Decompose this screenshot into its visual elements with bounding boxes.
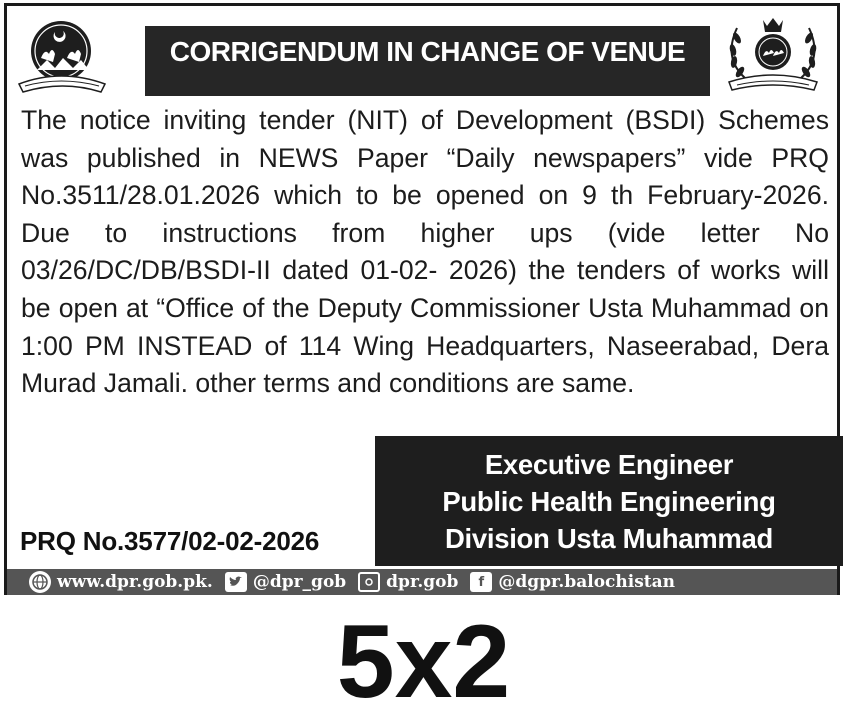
social-twitter[interactable]	[225, 572, 346, 592]
signatory-division: Division Usta Muhammad	[444, 523, 774, 554]
social-instagram[interactable]	[358, 572, 458, 592]
twitter-handle: @dpr_gob	[252, 572, 347, 592]
balochistan-emblem-logo	[15, 18, 111, 96]
facebook-handle: @dgpr.balochistan	[498, 572, 676, 592]
page-title: CORRIGENDUM IN CHANGE OF VENUE	[169, 36, 686, 67]
social-website[interactable]	[29, 571, 213, 593]
signature-block	[375, 436, 843, 566]
prq-number: PRQ No.3577/02-02-2026	[20, 526, 320, 556]
notice-box	[4, 3, 840, 595]
website-text: www.dpr.gob.pk.	[57, 572, 213, 592]
facebook-icon: f	[470, 572, 492, 592]
globe-icon	[29, 571, 51, 593]
signatory-department: Public Health Engineering	[442, 486, 776, 517]
instagram-icon	[358, 572, 380, 592]
title-banner	[145, 26, 710, 96]
instagram-handle: dpr.gob	[386, 572, 459, 592]
notice-body: The notice inviting tender (NIT) of Development (BSDI) Schemes was published in NEWS Paper “Daily newspapers” vide PRQ No.3511/28.01.2026 which to be opened on 9 th February-2026. Due to instructions from higher ups (vide letter No 03/26/DC/DB/BSDI-II dated 01-02- 2026) the tenders of works will be open at “Office of the Deputy Commissioner Usta Muhammad on 1:00 PM INSTEAD of 114 Wing Headquarters, Naseerabad, Dera Murad Jamali. other terms and conditions are same.	[21, 105, 829, 399]
social-facebook[interactable]	[470, 572, 675, 592]
twitter-icon	[225, 572, 247, 592]
ad-size-label: 5x2	[336, 604, 511, 720]
social-bar	[7, 569, 837, 595]
signatory-title: Executive Engineer	[484, 449, 734, 480]
department-emblem-logo	[715, 14, 831, 94]
